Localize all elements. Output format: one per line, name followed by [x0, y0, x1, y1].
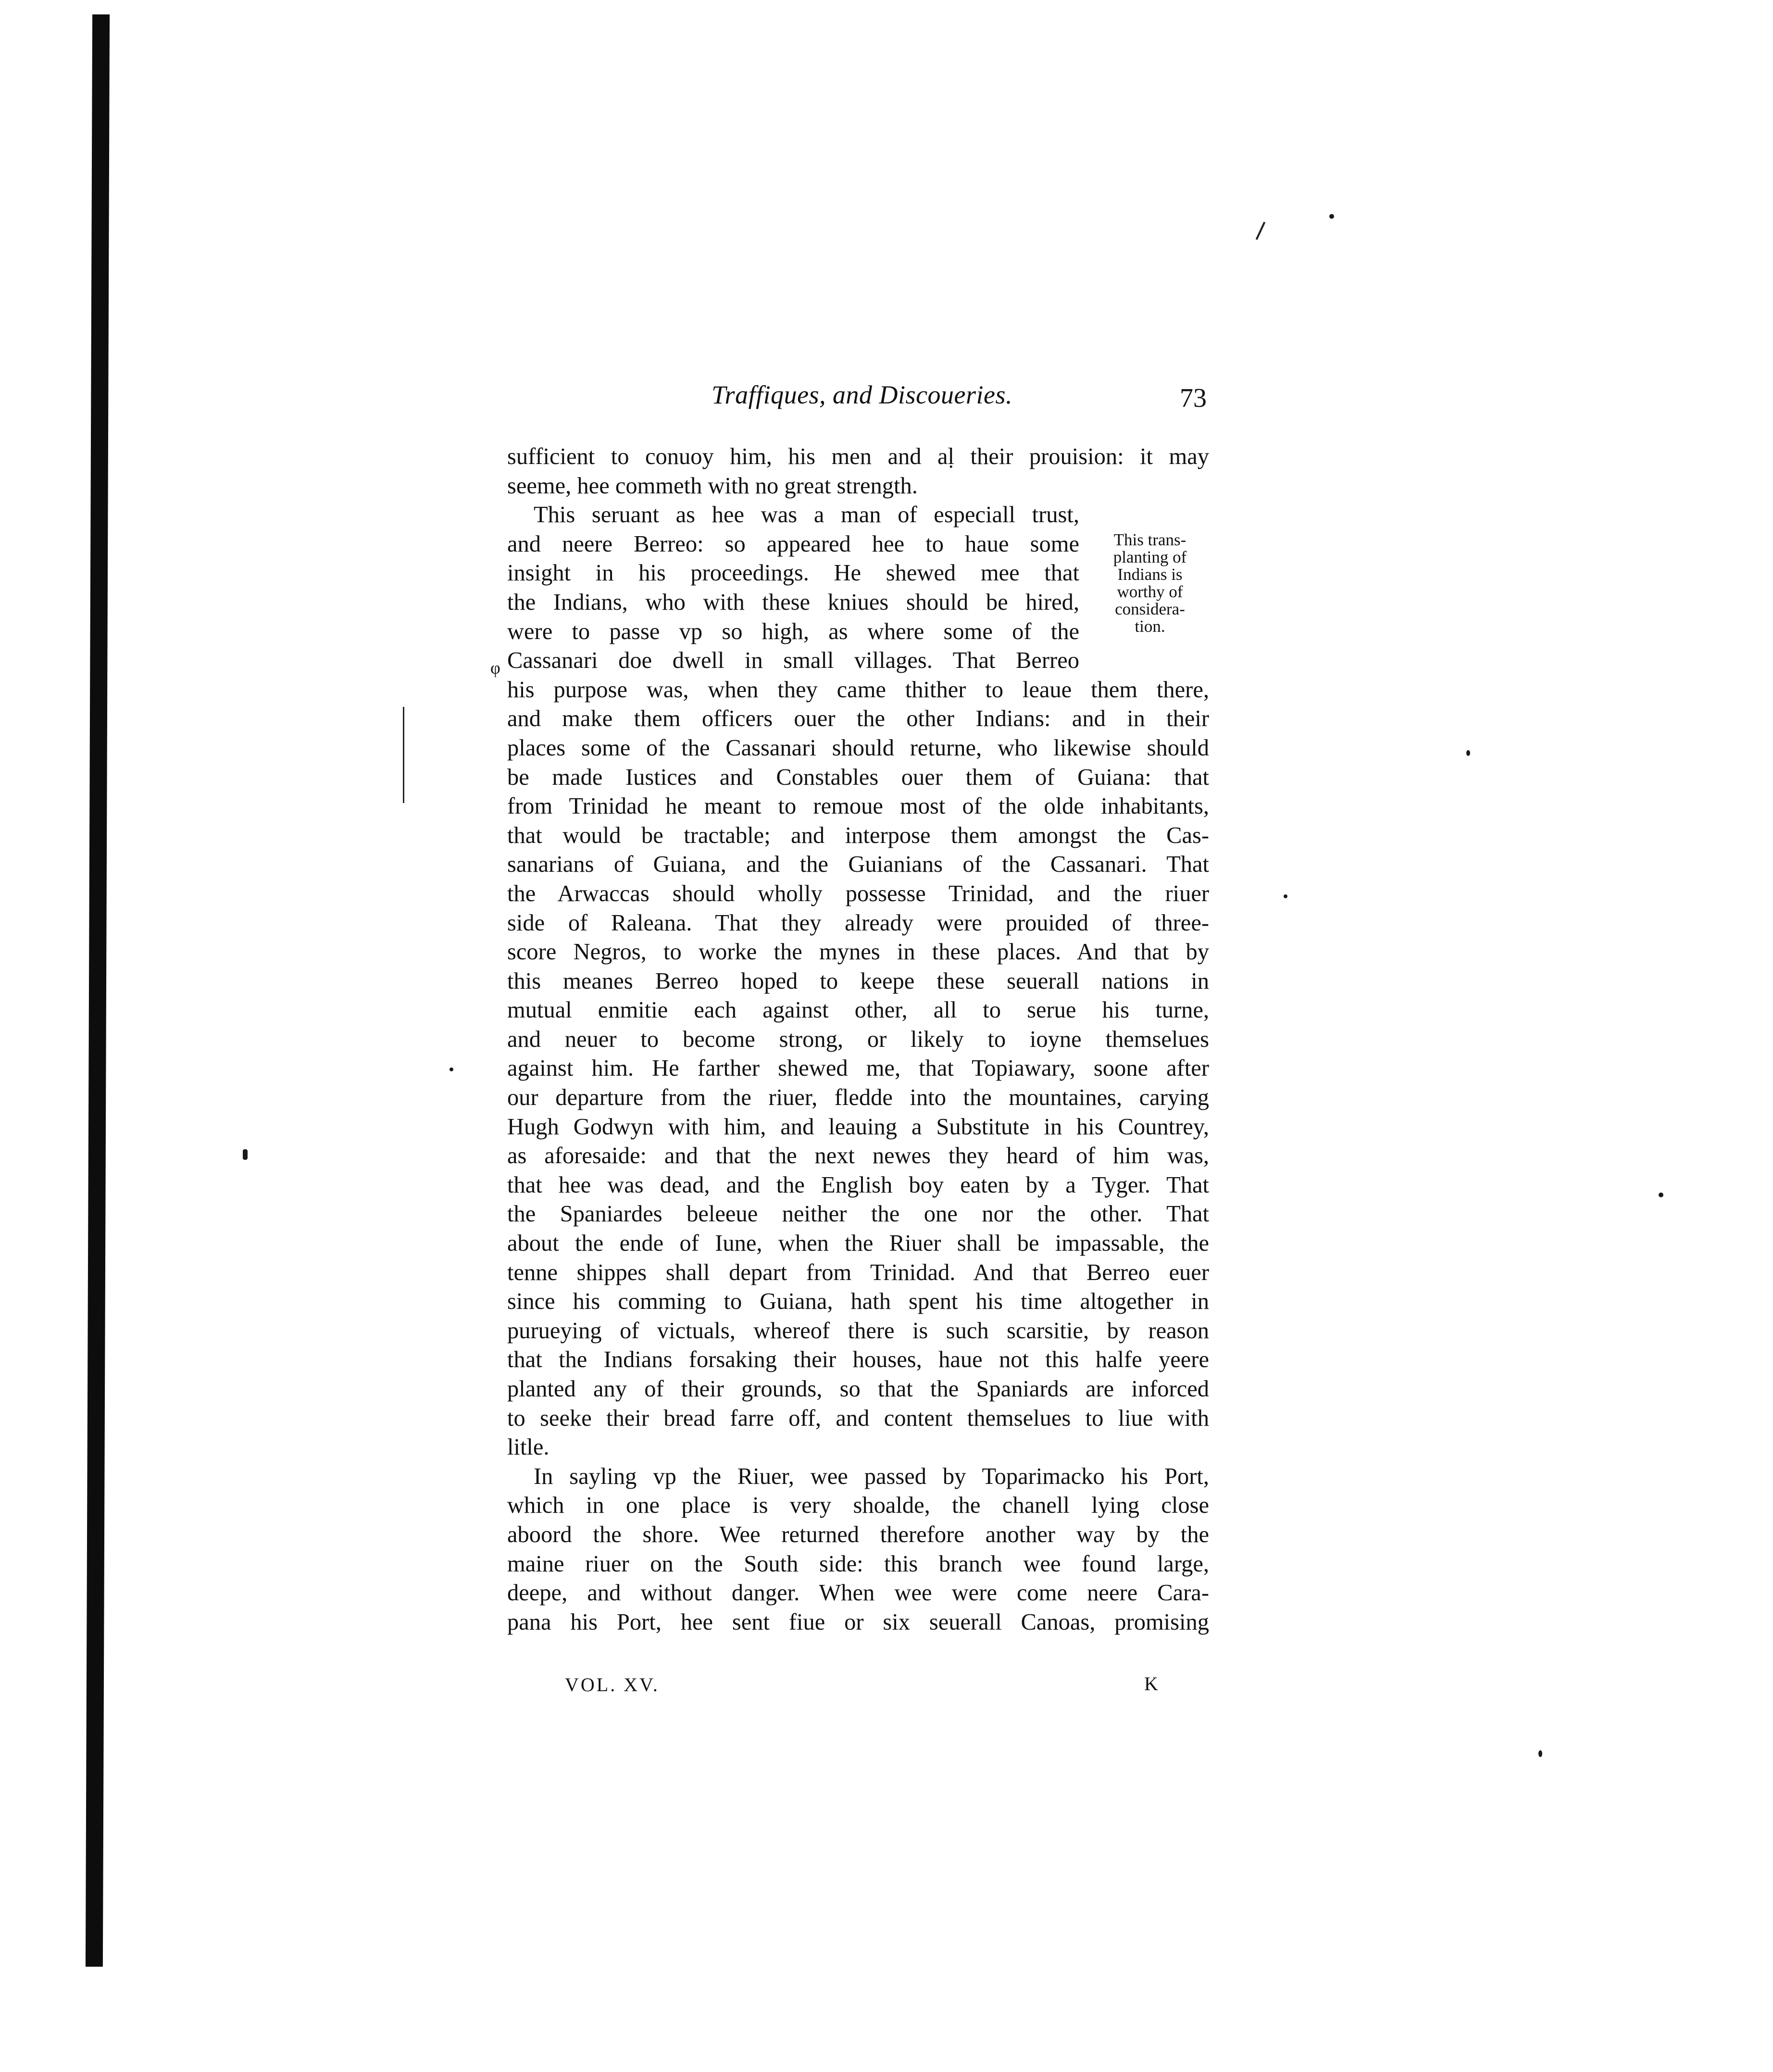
text-line: Hugh Godwyn with him, and leauing a Substitute in his Countrey, — [507, 1114, 1209, 1140]
text-line: and neere Berreo: so appeared hee to haue some — [507, 531, 1079, 557]
margin-note — [1087, 531, 1212, 635]
running-head-title: Traffiques, and Discoueries. — [712, 380, 1013, 409]
text-line: that the Indians forsaking their houses, haue not this halfe yeere — [507, 1347, 1209, 1373]
text-line: maine riuer on the South side: this branch wee found large, — [507, 1551, 1209, 1577]
text-line: In sayling vp the Riuer, wee passed by Toparimacko his Port, — [534, 1463, 1209, 1489]
scan-speck — [243, 1149, 248, 1160]
text-line: places some of the Cassanari should returne, who likewise should — [507, 735, 1209, 761]
scan-speck — [1284, 894, 1287, 898]
margin-note-line: worthy of — [1117, 582, 1183, 601]
text-line: deepe, and without danger. When wee were come neere Cara- — [507, 1580, 1209, 1606]
text-line: from Trinidad he meant to remoue most of the olde inhabitants, — [507, 793, 1209, 819]
text-line: since his comming to Guiana, hath spent his time altogether in — [507, 1289, 1209, 1315]
scan-speck — [449, 1067, 453, 1071]
text-line: were to passe vp so high, as where some of the — [507, 618, 1079, 644]
text-line: and make them officers ouer the other Indians: and in their — [507, 706, 1209, 732]
running-head — [510, 380, 1207, 423]
margin-note-line: tion. — [1135, 617, 1165, 636]
text-line: as aforesaide: and that the next newes they heard of him was, — [507, 1143, 1209, 1169]
text-line: about the ende of Iune, when the Riuer shall be impassable, the — [507, 1231, 1209, 1256]
margin-handwritten-mark: φ — [490, 658, 500, 678]
book-binding-edge — [86, 14, 110, 1967]
text-line: against him. He farther shewed me, that Topiawary, soone after — [507, 1055, 1209, 1081]
text-line: litle. — [507, 1434, 549, 1460]
text-line: his purpose was, when they came thither to leaue them there, — [507, 677, 1209, 703]
scan-speck — [1329, 214, 1334, 219]
signature-mark: K — [1144, 1673, 1158, 1695]
volume-signature: VOL. XV. — [565, 1674, 660, 1695]
text-line: side of Raleana. That they already were prouided of three- — [507, 910, 1209, 936]
text-line: and neuer to become strong, or likely to ioyne themselues — [507, 1026, 1209, 1052]
text-line: Cassanari doe dwell in small villages. That Berreo — [507, 648, 1079, 674]
text-line: the Indians, who with these kniues should be hired, — [507, 589, 1079, 615]
text-line: that would be tractable; and interpose them amongst the Cas- — [507, 822, 1209, 848]
margin-note-line: planting of — [1113, 548, 1187, 566]
margin-note-line: This trans- — [1113, 530, 1186, 549]
text-line: score Negros, to worke the mynes in these places. And that by — [507, 939, 1209, 965]
scan-speck — [1538, 1750, 1542, 1757]
text-line: the Arwaccas should wholly possesse Trinidad, and the riuer — [507, 880, 1209, 906]
text-line: the Spaniardes beleeue neither the one nor the other. That — [507, 1201, 1209, 1227]
text-line: aboord the shore. Wee returned therefore another way by the — [507, 1521, 1209, 1547]
stray-mark — [1256, 222, 1266, 240]
page-number: 73 — [1180, 383, 1207, 413]
text-line: that hee was dead, and the English boy eaten by a Tyger. That — [507, 1172, 1209, 1198]
text-line: insight in his proceedings. He shewed mee that — [507, 560, 1079, 586]
text-line: which in one place is very shoalde, the chanell lying close — [507, 1493, 1209, 1519]
text-line: sufficient to conuoy him, his men and aḷ their prouision: it may — [507, 444, 1209, 469]
margin-note-line: considera- — [1115, 600, 1185, 618]
scan-speck — [1659, 1193, 1663, 1197]
text-line: seeme, hee commeth with no great strength. — [507, 473, 918, 499]
text-line: mutual enmitie each against other, all to serue his turne, — [507, 997, 1209, 1023]
text-line: this meanes Berreo hoped to keepe these seuerall nations in — [507, 968, 1209, 994]
margin-note-line: Indians is — [1117, 565, 1183, 584]
text-line: planted any of their grounds, so that the Spaniards are inforced — [507, 1376, 1209, 1402]
stray-pencil-line — [403, 707, 404, 803]
text-line: pana his Port, hee sent fiue or six seuerall Canoas, promising — [507, 1609, 1209, 1635]
scan-speck — [1466, 750, 1470, 756]
text-line: sanarians of Guiana, and the Guianians of the Cassanari. That — [507, 852, 1209, 878]
text-line: purueying of victuals, whereof there is such scarsitie, by reason — [507, 1318, 1209, 1344]
text-line: our departure from the riuer, fledde into the mountaines, carying — [507, 1085, 1209, 1111]
text-line: be made Iustices and Constables ouer them of Guiana: that — [507, 764, 1209, 790]
text-line: to seeke their bread farre off, and content themselues to liue with — [507, 1405, 1209, 1431]
text-line: This seruant as hee was a man of especiall trust, — [534, 502, 1079, 528]
text-line: tenne shippes shall depart from Trinidad. And that Berreo euer — [507, 1259, 1209, 1285]
